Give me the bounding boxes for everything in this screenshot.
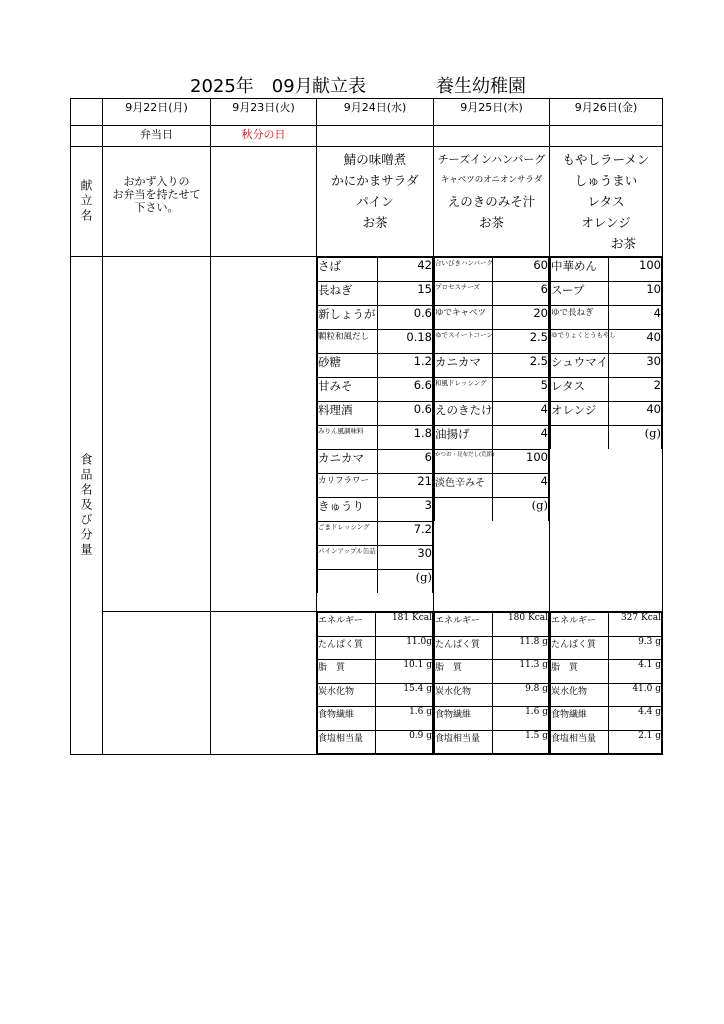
ingredient-name: 淡色辛みそ	[435, 474, 493, 498]
ingredient-qty: 21	[378, 474, 433, 498]
nutrition-value: 180 Kcal	[493, 613, 549, 637]
nutrition-value: 1.6 g	[376, 707, 433, 731]
ingredient-row	[435, 354, 549, 378]
nutrition-label: 炭水化物	[435, 683, 493, 707]
ingredient-row	[435, 378, 549, 402]
ingredient-name: ゆでスイートコーン	[435, 330, 493, 354]
nutrition-item	[435, 636, 549, 660]
nutrition-value: 9.8 g	[493, 683, 549, 707]
nutrition-value: 327 Kcal	[609, 613, 662, 637]
ingredient-qty: 30	[378, 546, 433, 570]
unit-row	[551, 426, 662, 450]
ingredient-qty: 30	[609, 354, 662, 378]
dish-name: レタス	[587, 194, 625, 209]
ingredient-row	[551, 306, 662, 330]
ingredient-qty: 3	[378, 498, 433, 522]
nutrition-thu	[434, 612, 550, 755]
ingredient-qty: 0.6	[378, 306, 433, 330]
ingredient-name: オレンジ	[551, 402, 609, 426]
menu-label: 献立名	[79, 179, 93, 224]
ingredient-name: かつお・昆布だし(荒節)	[435, 450, 493, 474]
ingredient-row	[551, 258, 662, 282]
ingredient-row	[318, 330, 433, 354]
ingredient-name: カリフラワー	[318, 474, 378, 498]
ingredient-qty: 100	[493, 450, 549, 474]
date-header-row	[71, 99, 663, 126]
ingredient-row	[318, 306, 433, 330]
ingredients-mon	[103, 257, 211, 612]
ingredient-row	[435, 450, 549, 474]
ingredient-row	[318, 258, 433, 282]
dish-name: お茶	[362, 215, 388, 230]
ingredient-qty: 40	[609, 402, 662, 426]
nutrition-item	[551, 683, 662, 707]
ingredient-row	[318, 522, 433, 546]
nutrition-label: 脂 質	[435, 660, 493, 684]
ingredient-list-fri	[550, 257, 662, 449]
ingredient-qty: 5	[493, 378, 549, 402]
nutrition-label: 食物繊維	[551, 707, 609, 731]
nutrition-item	[318, 730, 433, 754]
nutrition-tue	[211, 612, 317, 755]
nutrition-label: エネルギー	[551, 613, 609, 637]
nutrition-item	[318, 613, 433, 637]
nutrition-item	[551, 660, 662, 684]
date-thu: 9月25日(木)	[434, 99, 550, 126]
menu-row	[71, 147, 663, 257]
date-tue: 9月23日(火)	[211, 99, 317, 126]
event-mon: 弁当日	[103, 126, 211, 147]
ingredient-name: みりん風調味料	[318, 426, 378, 450]
nutrition-label: 食塩相当量	[435, 730, 493, 754]
nutrition-value: 181 Kcal	[376, 613, 433, 637]
date-wed: 9月24日(水)	[317, 99, 434, 126]
ingredient-name: 砂糖	[318, 354, 378, 378]
nutrition-item	[435, 707, 549, 731]
ingredient-qty: 0.6	[378, 402, 433, 426]
ingredients-fri	[550, 257, 663, 612]
nutrition-label: エネルギー	[435, 613, 493, 637]
nutrition-item	[318, 660, 433, 684]
ingredient-qty: 2.5	[493, 354, 549, 378]
corner-cell	[71, 99, 103, 126]
ingredient-row	[435, 402, 549, 426]
dish-name: もやしラーメン	[562, 152, 650, 167]
ingredients-thu	[434, 257, 550, 612]
ingredient-qty: 60	[493, 258, 549, 282]
ingredient-name: レタス	[551, 378, 609, 402]
nutrition-value: 11.0g	[376, 636, 433, 660]
ingredient-row	[318, 378, 433, 402]
unit-label: (g)	[609, 426, 662, 450]
nutrition-item	[435, 683, 549, 707]
nutrition-label: エネルギー	[318, 613, 376, 637]
nutrition-label: たんぱく質	[551, 636, 609, 660]
bento-note	[103, 147, 210, 214]
nutrition-list-wed	[317, 612, 433, 754]
nutrition-item	[435, 730, 549, 754]
ingredient-qty: 4	[609, 306, 662, 330]
ingredient-qty: 15	[378, 282, 433, 306]
ingredient-qty: 4	[493, 474, 549, 498]
ingredient-row	[435, 258, 549, 282]
ingredient-row	[551, 282, 662, 306]
event-thu	[434, 126, 550, 147]
event-fri	[550, 126, 663, 147]
date-mon: 9月22日(月)	[103, 99, 211, 126]
dish-name: オレンジ	[581, 215, 631, 230]
dish-name: パイン	[356, 194, 394, 209]
nutrition-item	[551, 707, 662, 731]
bento-note-line: 下さい。	[134, 201, 179, 214]
ingredient-qty: 2	[609, 378, 662, 402]
ingredient-row	[551, 354, 662, 378]
event-row	[71, 126, 663, 147]
event-tue: 秋分の日	[211, 126, 317, 147]
ingredient-row	[318, 402, 433, 426]
ingredient-row	[435, 282, 549, 306]
ingredient-row	[435, 426, 549, 450]
ingredient-name: 新しょうが	[318, 306, 378, 330]
ingredients-label-cell	[71, 257, 103, 755]
nutrition-value: 10.1 g	[376, 660, 433, 684]
ingredient-row	[318, 282, 433, 306]
ingredient-name: カニカマ	[435, 354, 493, 378]
ingredient-qty: 2.5	[493, 330, 549, 354]
nutrition-label: 食物繊維	[435, 707, 493, 731]
ingredient-name: ゆでりょくとうもやし	[551, 330, 609, 354]
ingredient-qty: 4	[493, 426, 549, 450]
ingredient-name: ゆで長ねぎ	[551, 306, 609, 330]
menu-tue	[211, 147, 317, 257]
nutrition-label: 食塩相当量	[318, 730, 376, 754]
ingredient-row	[551, 402, 662, 426]
ingredient-qty: 40	[609, 330, 662, 354]
nutrition-value: 1.6 g	[493, 707, 549, 731]
ingredient-row	[551, 330, 662, 354]
nutrition-label: 脂 質	[318, 660, 376, 684]
nutrition-mon	[103, 612, 211, 755]
ingredient-qty: 100	[609, 258, 662, 282]
title-label: 献立表	[312, 76, 366, 97]
event-wed	[317, 126, 434, 147]
ingredient-list-thu	[434, 257, 549, 521]
bento-note-line: おかず入りの	[123, 175, 190, 188]
dish-name: かにかまサラダ	[331, 173, 419, 188]
ingredient-row	[318, 426, 433, 450]
unit-label: (g)	[493, 498, 549, 522]
ingredient-name: パインアップル缶詰	[318, 546, 378, 570]
ingredients-row	[71, 257, 663, 612]
dish-name: チーズインハンバーグ	[437, 153, 546, 166]
ingredient-name: スープ	[551, 282, 609, 306]
ingredient-list-wed	[317, 257, 433, 593]
ingredient-qty: 1.2	[378, 354, 433, 378]
nutrition-fri	[550, 612, 663, 755]
nutrition-value: 1.5 g	[493, 730, 549, 754]
ingredient-name: 料理酒	[318, 402, 378, 426]
nutrition-value: 11.8 g	[493, 636, 549, 660]
menu-thu	[434, 147, 550, 257]
dish-name: しゅうまい	[574, 173, 638, 188]
ingredient-name: シュウマイ	[551, 354, 609, 378]
nutrition-label: 炭水化物	[318, 683, 376, 707]
nutrition-value: 9.3 g	[609, 636, 662, 660]
nutrition-value: 0.9 g	[376, 730, 433, 754]
nutrition-item	[318, 707, 433, 731]
menu-mon	[103, 147, 211, 257]
nutrition-row	[71, 612, 663, 755]
ingredient-qty: 6	[378, 450, 433, 474]
nutrition-label: 脂 質	[551, 660, 609, 684]
ingredient-row	[318, 546, 433, 570]
nutrition-value: 2.1 g	[609, 730, 662, 754]
ingredient-row	[318, 498, 433, 522]
ingredient-qty: 4	[493, 402, 549, 426]
ingredient-name: ごまドレッシング	[318, 522, 378, 546]
dish-name: お茶	[610, 236, 636, 251]
ingredient-name: 長ねぎ	[318, 282, 378, 306]
dish-name: えのきのみそ汁	[447, 194, 536, 209]
event-corner	[71, 126, 103, 147]
dish-name: お茶	[478, 215, 504, 230]
ingredient-qty: 10	[609, 282, 662, 306]
nutrition-label: 炭水化物	[551, 683, 609, 707]
ingredient-name: 甘みそ	[318, 378, 378, 402]
nutrition-label: 食塩相当量	[551, 730, 609, 754]
nutrition-item	[551, 613, 662, 637]
ingredient-row	[318, 354, 433, 378]
ingredient-name: 和風ドレッシング	[435, 378, 493, 402]
ingredient-name: ゆでキャベツ	[435, 306, 493, 330]
menu-fri	[550, 147, 663, 257]
page-title	[0, 72, 724, 96]
nutrition-value: 4.1 g	[609, 660, 662, 684]
ingredient-name: きゅうり	[318, 498, 378, 522]
unit-row	[435, 498, 549, 522]
ingredient-qty: 0.18	[378, 330, 433, 354]
ingredient-row	[435, 474, 549, 498]
unit-row	[318, 570, 433, 594]
menu-label-cell	[71, 147, 103, 257]
ingredient-name: 油揚げ	[435, 426, 493, 450]
nutrition-item	[435, 613, 549, 637]
nutrition-value: 41.0 g	[609, 683, 662, 707]
nutrition-item	[435, 660, 549, 684]
ingredients-label: 食品名及び分量	[79, 453, 93, 558]
ingredient-name: カニカマ	[318, 450, 378, 474]
ingredient-name: さば	[318, 258, 378, 282]
ingredient-name: 中華めん	[551, 258, 609, 282]
nutrition-label: 食物繊維	[318, 707, 376, 731]
ingredient-qty: 42	[378, 258, 433, 282]
nutrition-value: 11.3 g	[493, 660, 549, 684]
bento-note-line: お弁当を持たせて	[112, 188, 201, 201]
ingredient-qty: 1.8	[378, 426, 433, 450]
menu-table	[70, 98, 663, 755]
nutrition-item	[551, 730, 662, 754]
ingredient-qty: 6	[493, 282, 549, 306]
menu-wed	[317, 147, 434, 257]
ingredients-tue	[211, 257, 317, 612]
nutrition-label: たんぱく質	[318, 636, 376, 660]
title-year-month: 2025年 09月	[190, 76, 313, 97]
ingredient-name: プロセスチーズ	[435, 282, 493, 306]
nutrition-item	[318, 636, 433, 660]
ingredient-qty: 20	[493, 306, 549, 330]
unit-label: (g)	[378, 570, 433, 594]
ingredient-name: 合いびきハンバーグ	[435, 258, 493, 282]
nutrition-value: 4.4 g	[609, 707, 662, 731]
nutrition-list-thu	[434, 612, 549, 754]
nutrition-wed	[317, 612, 434, 755]
dish-name: 鯖の味噌煮	[343, 152, 407, 167]
ingredient-row	[435, 330, 549, 354]
ingredient-qty: 7.2	[378, 522, 433, 546]
ingredient-row	[318, 474, 433, 498]
ingredient-qty: 6.6	[378, 378, 433, 402]
title-school-name: 養生幼稚園	[436, 76, 526, 97]
nutrition-item	[551, 636, 662, 660]
nutrition-list-fri	[550, 612, 662, 754]
dish-name: キャベツのオニオンサラダ	[440, 175, 543, 185]
ingredients-wed	[317, 257, 434, 612]
date-fri: 9月26日(金)	[550, 99, 663, 126]
nutrition-label: たんぱく質	[435, 636, 493, 660]
ingredient-name: えのきたけ	[435, 402, 493, 426]
ingredient-row	[551, 378, 662, 402]
nutrition-value: 15.4 g	[376, 683, 433, 707]
nutrition-item	[318, 683, 433, 707]
ingredient-name: 顆粒和風だし	[318, 330, 378, 354]
ingredient-row	[318, 450, 433, 474]
ingredient-row	[435, 306, 549, 330]
